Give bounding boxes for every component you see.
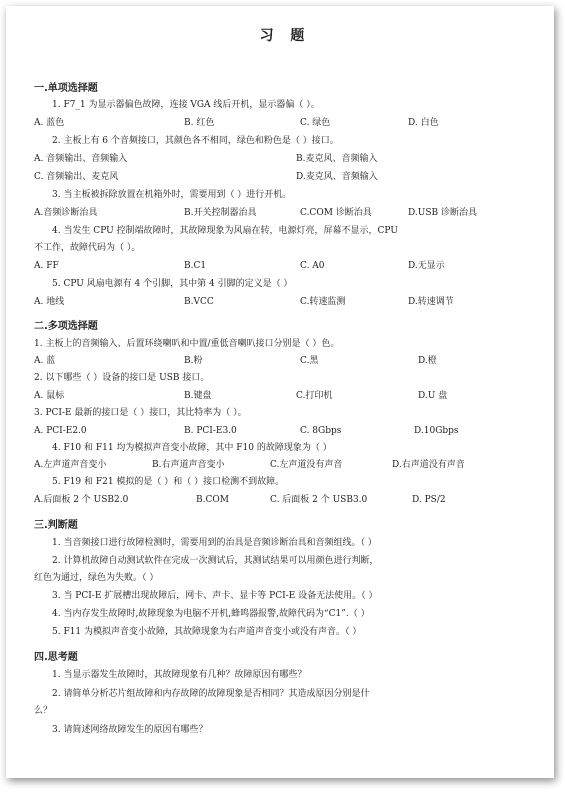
option: A. 地线 bbox=[34, 297, 65, 307]
statement-text: 3. 当 PCI-E 扩展槽出现故障后，网卡、声卡、显卡等 PCI-E 设备无法使用。（ ） bbox=[52, 591, 378, 601]
option: B. 红色 bbox=[184, 118, 215, 128]
option-row bbox=[34, 426, 536, 437]
option: A.后面板 2 个 USB2.0 bbox=[34, 495, 129, 505]
option: B.VCC bbox=[184, 297, 214, 307]
section-heading-discussion: 四.思考题 bbox=[34, 652, 78, 663]
option: D. 白色 bbox=[408, 118, 439, 128]
option: C. 绿色 bbox=[300, 118, 331, 128]
question-text: 5. CPU 风扇电源有 4 个引脚，其中第 4 引脚的定义是（ ） bbox=[52, 279, 293, 289]
option-row bbox=[34, 118, 536, 129]
statement-text: 红色为通过，绿色为失败。（ ） bbox=[34, 573, 159, 583]
option: C.打印机 bbox=[296, 391, 333, 401]
option-row bbox=[34, 297, 536, 308]
option: D.U 盘 bbox=[418, 391, 448, 401]
question-text: 4. 当发生 CPU 控制端故障时，其故障现象为风扇在转，电源灯亮，屏幕不显示，CPU bbox=[52, 226, 398, 236]
option: A. PCI-E2.0 bbox=[34, 426, 87, 436]
option: B. PCI-E3.0 bbox=[184, 426, 237, 436]
option-row bbox=[34, 261, 536, 272]
option-row bbox=[34, 172, 536, 183]
option: A. FF bbox=[34, 261, 59, 271]
option-row bbox=[34, 391, 536, 402]
option-row bbox=[34, 356, 536, 367]
option-row bbox=[34, 154, 536, 165]
question-text: 2. 主板上有 6 个音频接口，其颜色各不相同，绿色和粉色是（ ）接口。 bbox=[52, 136, 339, 146]
option: B.开关控制器治具 bbox=[184, 208, 257, 218]
option: C. A0 bbox=[300, 261, 325, 271]
question-text: 3. PCI-E 最新的接口是（ ）接口，其比特率为（ ）。 bbox=[34, 408, 247, 418]
option: A.左声道声音变小 bbox=[34, 460, 107, 470]
option: D.麦克风、音频输入 bbox=[296, 172, 378, 182]
option-row bbox=[34, 495, 536, 506]
option: C.转速监测 bbox=[300, 297, 346, 307]
option: D.右声道没有声音 bbox=[392, 460, 465, 470]
page-title: 习 题 bbox=[259, 28, 311, 44]
option: A.音频诊断治具 bbox=[34, 208, 98, 218]
option: D.无显示 bbox=[408, 261, 445, 271]
option: B.键盘 bbox=[184, 391, 212, 401]
section-heading-multiple-choice: 二.多项选择题 bbox=[34, 321, 98, 332]
option: B.粉 bbox=[184, 356, 203, 366]
statement-text: 4. 当内存发生故障时,故障现象为电脑不开机,蜂鸣器报警,故障代码为“C1”.（ ） bbox=[52, 609, 370, 619]
question-text: 2. 请简单分析芯片组故障和内存故障的故障现象是否相同？其造成原因分别是什 bbox=[52, 689, 370, 699]
question-text: 1. 主板上的音频输入、后置环绕喇叭和中置/重低音喇叭接口分别是（ ）色。 bbox=[34, 339, 340, 349]
question-text: 不工作，故障代码为（ ）。 bbox=[34, 243, 141, 253]
option: B.COM bbox=[196, 495, 229, 505]
option: A. 音频输出、音频输入 bbox=[34, 154, 128, 164]
option: D. PS/2 bbox=[412, 495, 446, 505]
option: B.麦克风、音频输入 bbox=[296, 154, 378, 164]
question-text: 1. 当显示器发生故障时，其故障现象有几种？故障原因有哪些？ bbox=[52, 670, 307, 680]
question-text: 2. 以下哪些（ ）设备的接口是 USB 接口。 bbox=[34, 373, 210, 383]
option: A. 蓝 bbox=[34, 356, 56, 366]
question-text: 1. F7_1 为显示器偏色故障，连接 VGA 线后开机，显示器偏（ ）。 bbox=[52, 100, 320, 110]
option: C.左声道没有声音 bbox=[270, 460, 343, 470]
option: C.COM 诊断治具 bbox=[300, 208, 372, 218]
question-text: 3. 当主板被拆除放置在机箱外时，需要用到（ ）进行开机。 bbox=[52, 190, 292, 200]
question-text: 5. F19 和 F21 模拟的是（ ）和（ ）接口检测不到故障。 bbox=[52, 477, 285, 487]
question-text: 么？ bbox=[34, 706, 53, 716]
option: A. 鼠标 bbox=[34, 391, 65, 401]
option: D.转速调节 bbox=[408, 297, 454, 307]
section-heading-single-choice: 一.单项选择题 bbox=[34, 83, 98, 94]
question-text: 3. 请简述网络故障发生的原因有哪些？ bbox=[52, 725, 208, 735]
option-row bbox=[34, 208, 536, 219]
option: C. 8Gbps bbox=[300, 426, 342, 436]
statement-text: 5. F11 为模拟声音变小故障，其故障现象为右声道声音变小或没有声音。（ ） bbox=[52, 627, 362, 637]
option-row bbox=[34, 460, 536, 471]
option: C.黑 bbox=[300, 356, 319, 366]
statement-text: 2. 计算机故障自动测试软件在完成一次测试后，其测试结果可以用颜色进行判断， bbox=[52, 556, 379, 566]
statement-text: 1. 当音频接口进行故障检测时，需要用到的治具是音频诊断治具和音频组线。（ ） bbox=[52, 538, 377, 548]
document-page bbox=[6, 6, 554, 778]
option: C. 音频输出、麦克风 bbox=[34, 172, 119, 182]
section-heading-true-false: 三.判断题 bbox=[34, 520, 78, 531]
option: C. 后面板 2 个 USB3.0 bbox=[270, 495, 368, 505]
option: B.右声道声音变小 bbox=[152, 460, 225, 470]
option: D.10Gbps bbox=[414, 426, 459, 436]
option: D.USB 诊断治具 bbox=[408, 208, 477, 218]
option: D.橙 bbox=[418, 356, 437, 366]
option: A. 蓝色 bbox=[34, 118, 65, 128]
question-text: 4. F10 和 F11 均为模拟声音变小故障，其中 F10 的故障现象为（ ） bbox=[52, 443, 332, 453]
option: B.C1 bbox=[184, 261, 207, 271]
